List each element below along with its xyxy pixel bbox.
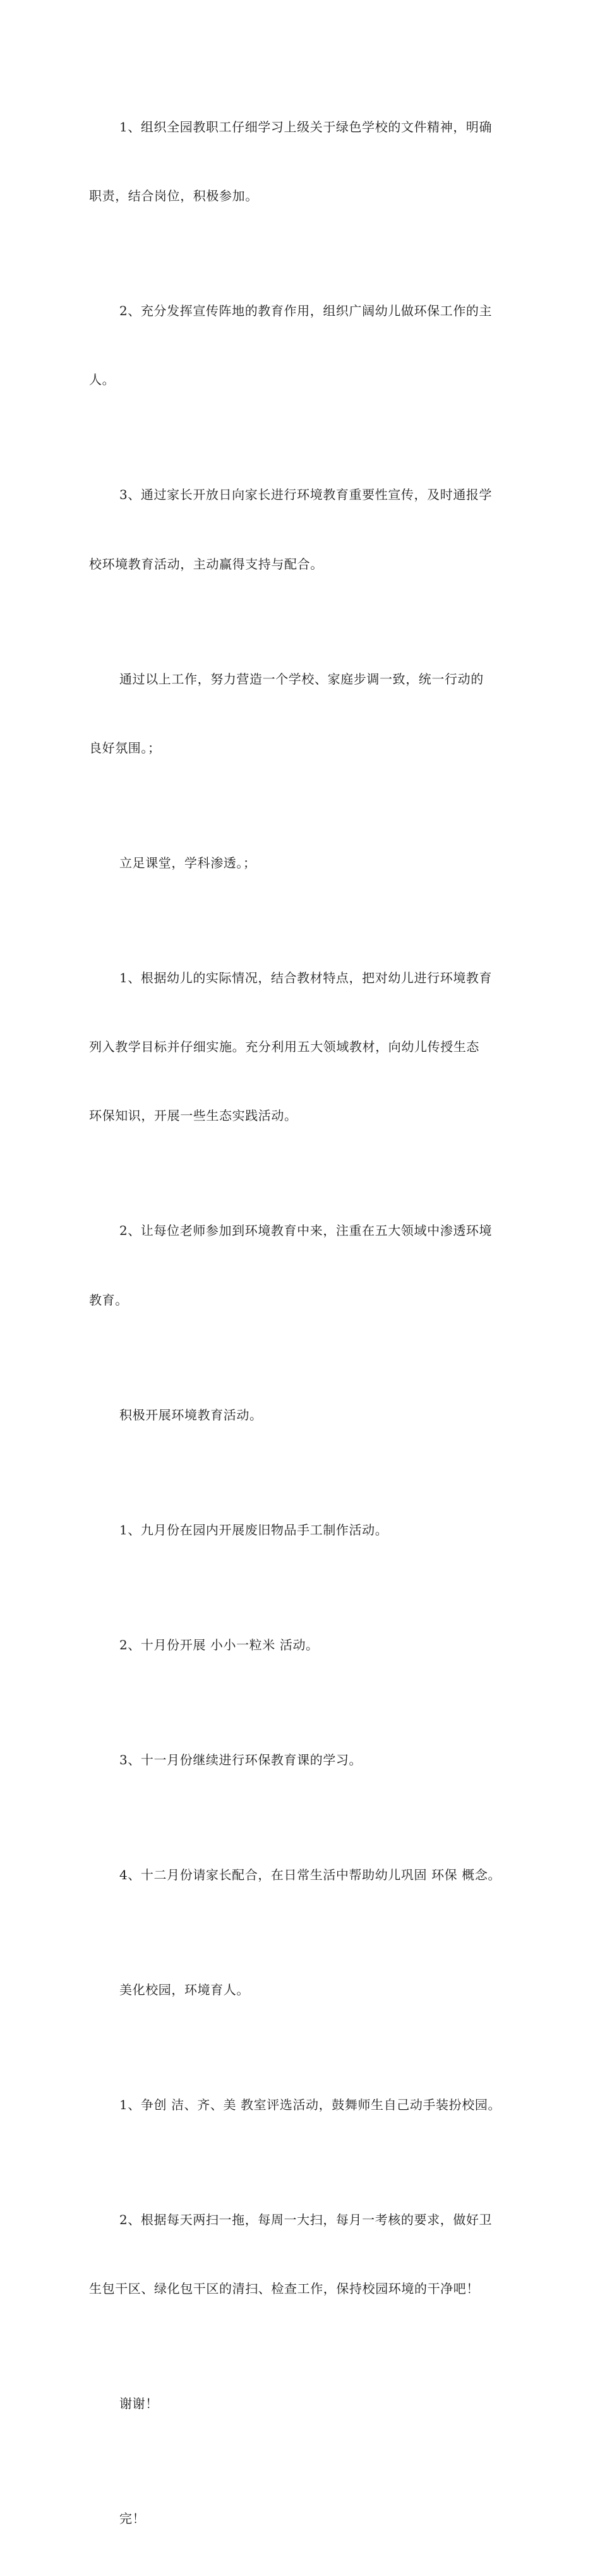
closing-thanks (89, 2346, 525, 2461)
paragraph-line: 生包干区、绿化包干区的清扫、检查工作，保持校园环境的干净吧！ (89, 2281, 479, 2296)
paragraph-11 (89, 1702, 525, 1817)
paragraph-line: 1、组织全园教职工仔细学习上级关于绿色学校的文件精神，明确 (119, 119, 493, 135)
section-heading-classroom (89, 805, 525, 920)
paragraph-line: 美化校园，环境育人。 (119, 1982, 249, 1997)
document-body (89, 69, 525, 2576)
paragraph-7 (89, 1174, 525, 1357)
paragraph-4 (89, 622, 525, 805)
paragraph-line: 良好氛围。； (89, 740, 161, 755)
paragraph-line: 校环境教育活动，主动赢得支持与配合。 (89, 556, 323, 572)
paragraph-14 (89, 2047, 525, 2162)
paragraph-line: 1、争创 洁、齐、美 教室评选活动，鼓舞师生自己动手装扮校园。 (119, 2097, 501, 2112)
paragraph-line: 人。 (89, 372, 116, 388)
paragraph-1 (89, 69, 525, 253)
closing-end (89, 2461, 525, 2576)
paragraph-line: 列入教学目标并仔细实施。充分利用五大领域教材，向幼儿传授生态 (89, 1039, 479, 1055)
paragraph-line: 2、充分发挥宣传阵地的教育作用，组织广阔幼儿做环保工作的主 (119, 303, 493, 319)
paragraph-10 (89, 1587, 525, 1702)
paragraph-15 (89, 2162, 525, 2346)
section-heading-activities (89, 1357, 525, 1472)
paragraph-line: 2、根据每天两扫一拖，每周一大扫，每月一考核的要求，做好卫 (119, 2212, 493, 2227)
paragraph-12 (89, 1817, 525, 1932)
paragraph-line: 完！ (119, 2511, 146, 2527)
paragraph-6 (89, 920, 525, 1173)
paragraph-line: 3、十一月份继续进行环保教育课的学习。 (119, 1752, 363, 1767)
paragraph-line: 1、九月份在园内开展废旧物品手工制作活动。 (119, 1522, 388, 1538)
paragraph-line: 积极开展环境教育活动。 (119, 1407, 263, 1423)
paragraph-line: 立足课堂，学科渗透。； (119, 855, 256, 870)
paragraph-line: 3、通过家长开放日向家长进行环境教育重要性宣传，及时通报学 (119, 487, 493, 503)
paragraph-2 (89, 253, 525, 437)
paragraph-3 (89, 438, 525, 622)
paragraph-line: 职责，结合岗位，积极参加。 (89, 188, 258, 204)
paragraph-line: 环保知识，开展一些生态实践活动。 (89, 1108, 297, 1124)
paragraph-line: 1、根据幼儿的实际情况，结合教材特点，把对幼儿进行环境教育 (119, 970, 493, 985)
section-heading-campus (89, 1932, 525, 2047)
paragraph-9 (89, 1472, 525, 1587)
paragraph-line: 2、十月份开展 小小一粒米 活动。 (119, 1637, 319, 1652)
paragraph-line: 通过以上工作，努力营造一个学校、家庭步调一致，统一行动的 (119, 671, 484, 687)
paragraph-line: 教育。 (89, 1292, 128, 1308)
paragraph-line: 谢谢！ (119, 2396, 159, 2412)
paragraph-line: 4、十二月份请家长配合，在日常生活中帮助幼儿巩固 环保 概念。 (119, 1867, 501, 1882)
paragraph-line: 2、让每位老师参加到环境教育中来，注重在五大领域中渗透环境 (119, 1223, 493, 1239)
